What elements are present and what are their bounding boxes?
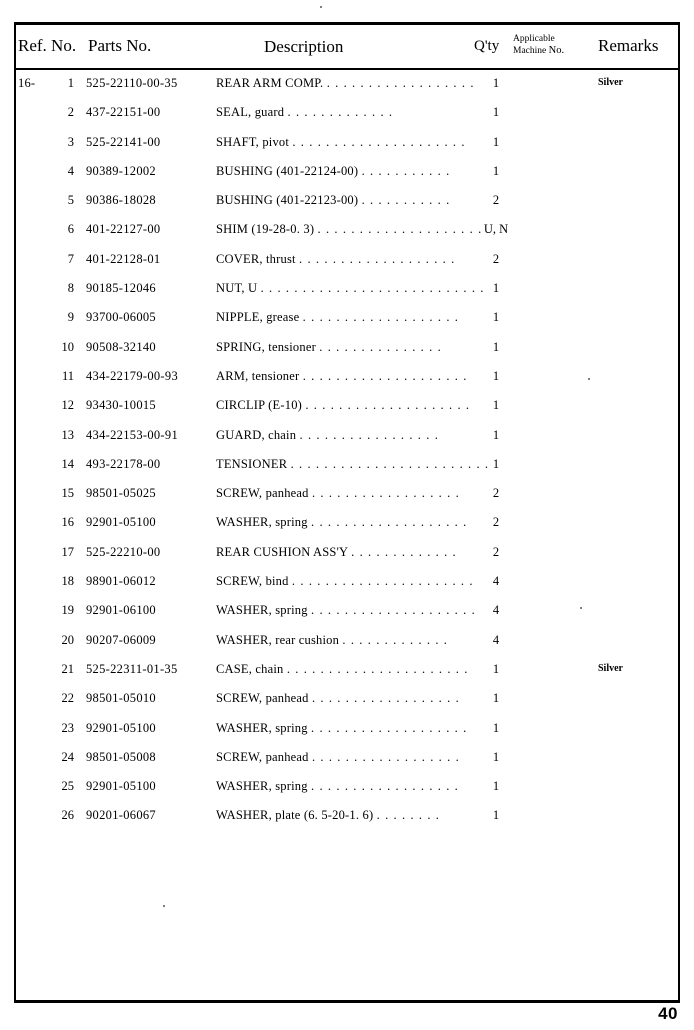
cell-parts-no: 90508-32140 bbox=[86, 339, 156, 354]
table-row bbox=[16, 687, 678, 716]
description-text: NIPPLE, grease bbox=[216, 310, 300, 325]
description-text: WASHER, spring bbox=[216, 720, 308, 735]
leader-dots: . . . . . . . . . . . . . . . . . . bbox=[311, 486, 460, 501]
cell-qty: 1 bbox=[492, 808, 500, 823]
cell-qty: 2 bbox=[492, 486, 500, 501]
cell-qty: 4 bbox=[492, 574, 500, 589]
cell-description bbox=[216, 633, 448, 648]
cell-ref-no: 3 bbox=[67, 134, 74, 149]
scan-speck bbox=[163, 905, 165, 907]
cell-qty: 1 bbox=[492, 105, 500, 120]
leader-dots: . . . . . . . . . . . . . . . . . . . . . bbox=[292, 134, 466, 149]
cell-ref-no: 17 bbox=[61, 544, 74, 559]
cell-parts-no: 98501-05008 bbox=[86, 749, 156, 764]
cell-ref-no: 26 bbox=[61, 808, 74, 823]
cell-description bbox=[216, 164, 450, 179]
table-row bbox=[16, 72, 678, 101]
cell-qty: 1 bbox=[492, 720, 500, 735]
cell-ref-no: 20 bbox=[61, 632, 74, 647]
column-header-remarks: Remarks bbox=[598, 36, 659, 55]
table-row bbox=[16, 717, 678, 746]
leader-dots: . . . . . . . . . . . . . . . . . . . . bbox=[305, 398, 471, 413]
description-text: GUARD, chain bbox=[216, 427, 297, 442]
table-row bbox=[16, 336, 678, 365]
leader-dots: . . . . . . . . . . . bbox=[361, 163, 451, 178]
cell-ref-no: 15 bbox=[61, 486, 74, 501]
description-text: SCREW, panhead bbox=[216, 749, 309, 764]
table-header bbox=[16, 26, 678, 68]
description-text: WASHER, spring bbox=[216, 779, 308, 794]
cell-ref-no: 12 bbox=[61, 398, 74, 413]
leader-dots: . . . . . . . . . . . . . . . . . . . . bbox=[317, 222, 483, 237]
cell-ref-no: 5 bbox=[67, 193, 74, 208]
table-row bbox=[16, 189, 678, 218]
cell-qty: 1 bbox=[492, 398, 500, 413]
cell-remarks: Silver bbox=[598, 77, 623, 88]
description-text: WASHER, plate (6. 5-20-1. 6) bbox=[216, 808, 374, 823]
table-row bbox=[16, 248, 678, 277]
table-row bbox=[16, 365, 678, 394]
column-header-qty: Q'ty bbox=[474, 38, 500, 54]
cell-qty: 2 bbox=[492, 515, 500, 530]
cell-qty: 1 bbox=[492, 368, 500, 383]
leader-dots: . . . . . . . . . . . . . . . . . . . bbox=[299, 251, 456, 266]
cell-parts-no: 90185-12046 bbox=[86, 281, 156, 296]
cell-parts-no: 90201-06067 bbox=[86, 808, 156, 823]
description-text: WASHER, rear cushion bbox=[216, 632, 340, 647]
parts-table-body bbox=[16, 72, 678, 834]
cell-qty: 1 bbox=[492, 134, 500, 149]
right-border bbox=[678, 22, 680, 1002]
description-text: SCREW, bind bbox=[216, 574, 289, 589]
cell-ref-no: 24 bbox=[61, 749, 74, 764]
table-row bbox=[16, 541, 678, 570]
cell-parts-no: 90386-18028 bbox=[86, 193, 156, 208]
table-row bbox=[16, 394, 678, 423]
leader-dots: . . . . . . . . . . . . . bbox=[342, 632, 449, 647]
cell-ref-no: 6 bbox=[67, 222, 74, 237]
cell-description bbox=[216, 252, 455, 267]
column-header-parts-no: Parts No. bbox=[88, 36, 152, 55]
table-row bbox=[16, 775, 678, 804]
cell-parts-no: 98901-06012 bbox=[86, 574, 156, 589]
column-header-ref-no: Ref. No. bbox=[18, 36, 77, 55]
cell-description bbox=[216, 369, 467, 384]
table-row bbox=[16, 306, 678, 335]
description-text: REAR ARM COMP. bbox=[216, 76, 324, 90]
cell-ref-no: 10 bbox=[61, 339, 74, 354]
cell-ref-no: 13 bbox=[61, 427, 74, 442]
cell-ref-no: 8 bbox=[67, 281, 74, 296]
leader-dots: . . . . . . . . . . . . . . . . . . . . . . . . . . . bbox=[260, 281, 485, 296]
cell-description bbox=[216, 603, 476, 618]
cell-parts-no: 92901-06100 bbox=[86, 603, 156, 618]
description-text: WASHER, spring bbox=[216, 515, 308, 530]
cell-qty: 2 bbox=[492, 544, 500, 559]
cell-description bbox=[216, 340, 442, 355]
cell-parts-no: 93700-06005 bbox=[86, 310, 156, 325]
applicable-line-1: Applicable bbox=[513, 34, 555, 44]
description-text: BUSHING (401-22124-00) bbox=[216, 163, 359, 178]
cell-description bbox=[216, 193, 450, 208]
cell-ref-no: 19 bbox=[61, 603, 74, 618]
cell-description bbox=[216, 135, 466, 150]
leader-dots: . . . . . . . . . . . . . . . . . . . bbox=[311, 515, 468, 530]
table-row bbox=[16, 629, 678, 658]
table-row bbox=[16, 218, 678, 247]
cell-remarks: Silver bbox=[598, 662, 623, 674]
description-text: SHAFT, pivot bbox=[216, 134, 290, 149]
description-text: CASE, chain bbox=[216, 661, 284, 676]
leader-dots: . . . . . . . . . . . . . bbox=[287, 105, 394, 120]
cell-qty: 1 bbox=[492, 779, 500, 794]
cell-description bbox=[216, 428, 439, 443]
table-row bbox=[16, 570, 678, 599]
cell-qty: 1 bbox=[492, 310, 500, 325]
table-row bbox=[16, 160, 678, 189]
cell-ref-no: 22 bbox=[61, 691, 74, 706]
cell-qty: 1 bbox=[492, 76, 500, 90]
leader-dots: . . . . . . . . . . . . . . . . . . bbox=[311, 691, 460, 706]
cell-ref-no: 1 bbox=[67, 76, 74, 90]
cell-description bbox=[216, 574, 474, 589]
cell-qty: 1 bbox=[492, 339, 500, 354]
cell-description bbox=[216, 398, 470, 413]
cell-parts-no: 525-22110-00-35 bbox=[86, 76, 178, 90]
cell-parts-no: 434-22153-00-91 bbox=[86, 427, 178, 442]
cell-qty: 4 bbox=[492, 632, 500, 647]
cell-description bbox=[216, 691, 460, 706]
page-number: 40 bbox=[658, 1004, 678, 1023]
cell-qty: 1 bbox=[492, 163, 500, 178]
cell-ref-no: 2 bbox=[67, 105, 74, 120]
cell-qty: 1 bbox=[492, 661, 500, 676]
cell-parts-no: 401-22127-00 bbox=[86, 222, 161, 237]
cell-description bbox=[216, 486, 460, 501]
cell-ref-no: 16 bbox=[61, 515, 74, 530]
description-text: NUT, U bbox=[216, 281, 258, 296]
leader-dots: . . . . . . . . . . . . . . . . . . bbox=[311, 749, 460, 764]
bottom-rule bbox=[14, 1000, 680, 1003]
leader-dots: . . . . . . . . . . . . . . . . . . . . bbox=[302, 368, 468, 383]
cell-description bbox=[216, 457, 489, 472]
cell-description bbox=[216, 222, 482, 237]
description-text: SCREW, panhead bbox=[216, 691, 309, 706]
cell-description bbox=[216, 281, 485, 296]
table-row bbox=[16, 424, 678, 453]
cell-parts-no: 92901-05100 bbox=[86, 720, 156, 735]
cell-parts-no: 92901-05100 bbox=[86, 779, 156, 794]
cell-qty: 1 bbox=[492, 749, 500, 764]
cell-parts-no: 493-22178-00 bbox=[86, 456, 161, 471]
description-text: ARM, tensioner bbox=[216, 368, 300, 383]
leader-dots: . . . . . . . . . . . . . . . . . . . . . . bbox=[286, 661, 469, 676]
leader-dots: . . . . . . . . . . . . . . . . . . . . . . . . bbox=[290, 456, 490, 471]
description-text: SEAL, guard bbox=[216, 105, 285, 120]
cell-parts-no: 434-22179-00-93 bbox=[86, 368, 178, 383]
cell-parts-no: 90207-06009 bbox=[86, 632, 156, 647]
table-row bbox=[16, 482, 678, 511]
cell-qty: U, N bbox=[483, 222, 509, 237]
cell-ref-no: 18 bbox=[61, 574, 74, 589]
table-row bbox=[16, 453, 678, 482]
cell-qty: 1 bbox=[492, 281, 500, 296]
cell-group-no: 16- bbox=[18, 76, 36, 90]
description-text: TENSIONER bbox=[216, 456, 288, 471]
table-row bbox=[16, 277, 678, 306]
header-rule bbox=[14, 68, 680, 70]
cell-ref-no: 9 bbox=[67, 310, 74, 325]
cell-parts-no: 525-22311-01-35 bbox=[86, 661, 178, 676]
description-text: COVER, thrust bbox=[216, 251, 296, 266]
leader-dots: . . . . . . . . . . . . . . . . . bbox=[299, 427, 439, 442]
table-row bbox=[16, 101, 678, 130]
table-row bbox=[16, 131, 678, 160]
description-text: REAR CUSHION ASS'Y bbox=[216, 544, 348, 559]
cell-description bbox=[216, 808, 440, 823]
cell-parts-no: 90389-12002 bbox=[86, 163, 156, 178]
cell-qty: 1 bbox=[492, 456, 500, 471]
cell-parts-no: 525-22141-00 bbox=[86, 134, 161, 149]
top-rule bbox=[14, 22, 680, 25]
leader-dots: . . . . . . . . . . . . . . . . . . . . . . bbox=[291, 574, 474, 589]
cell-parts-no: 98501-05025 bbox=[86, 486, 156, 501]
cell-parts-no: 525-22210-00 bbox=[86, 544, 161, 559]
leader-dots: . . . . . . . . . . . . . . . . . . . . bbox=[311, 603, 476, 618]
cell-ref-no: 25 bbox=[61, 779, 74, 794]
table-row bbox=[16, 658, 678, 687]
cell-description bbox=[216, 750, 460, 765]
description-text: BUSHING (401-22123-00) bbox=[216, 193, 359, 208]
table-row bbox=[16, 599, 678, 628]
description-text: SHIM (19-28-0. 3) bbox=[216, 222, 315, 237]
column-header-description: Description bbox=[264, 37, 344, 56]
cell-qty: 1 bbox=[492, 427, 500, 442]
description-text: CIRCLIP (E-10) bbox=[216, 398, 303, 413]
cell-description bbox=[216, 105, 393, 120]
cell-parts-no: 98501-05010 bbox=[86, 691, 156, 706]
leader-dots: . . . . . . . . . . . bbox=[361, 193, 451, 208]
leader-dots: . . . . . . . . . . . . . . . . . . bbox=[326, 76, 475, 90]
cell-description bbox=[216, 662, 469, 677]
cell-ref-no: 14 bbox=[61, 456, 74, 471]
cell-description bbox=[216, 545, 457, 560]
description-text: SCREW, panhead bbox=[216, 486, 309, 501]
scan-speck bbox=[320, 6, 322, 8]
applicable-line-2: Machine No. bbox=[513, 45, 565, 56]
cell-ref-no: 21 bbox=[61, 661, 74, 676]
table-row bbox=[16, 511, 678, 540]
leader-dots: . . . . . . . . . . . . . . . . . . bbox=[311, 779, 459, 794]
leader-dots: . . . . . . . . . . . . . . . bbox=[319, 339, 442, 354]
leader-dots: . . . . . . . . . . . . . bbox=[351, 544, 457, 559]
cell-parts-no: 437-22151-00 bbox=[86, 105, 161, 120]
cell-parts-no: 92901-05100 bbox=[86, 515, 156, 530]
cell-qty: 1 bbox=[492, 691, 500, 706]
description-text: SPRING, tensioner bbox=[216, 339, 316, 354]
cell-description bbox=[216, 779, 459, 794]
table-row bbox=[16, 804, 678, 833]
cell-parts-no: 401-22128-01 bbox=[86, 251, 161, 266]
cell-ref-no: 11 bbox=[61, 368, 74, 383]
leader-dots: . . . . . . . . bbox=[376, 808, 441, 823]
description-text: WASHER, spring bbox=[216, 603, 308, 618]
table-row bbox=[16, 746, 678, 775]
cell-ref-no: 23 bbox=[61, 720, 74, 735]
cell-description bbox=[216, 721, 467, 736]
cell-description bbox=[216, 310, 459, 325]
cell-description bbox=[216, 76, 475, 91]
cell-ref-no: 4 bbox=[67, 163, 74, 178]
leader-dots: . . . . . . . . . . . . . . . . . . . bbox=[311, 720, 468, 735]
column-header-applicable-machine-no bbox=[513, 34, 564, 57]
cell-qty: 4 bbox=[492, 603, 500, 618]
cell-qty: 2 bbox=[492, 251, 500, 266]
leader-dots: . . . . . . . . . . . . . . . . . . . bbox=[302, 310, 459, 325]
cell-qty: 2 bbox=[492, 193, 500, 208]
cell-parts-no: 93430-10015 bbox=[86, 398, 156, 413]
cell-ref-no: 7 bbox=[67, 251, 74, 266]
cell-description bbox=[216, 515, 467, 530]
